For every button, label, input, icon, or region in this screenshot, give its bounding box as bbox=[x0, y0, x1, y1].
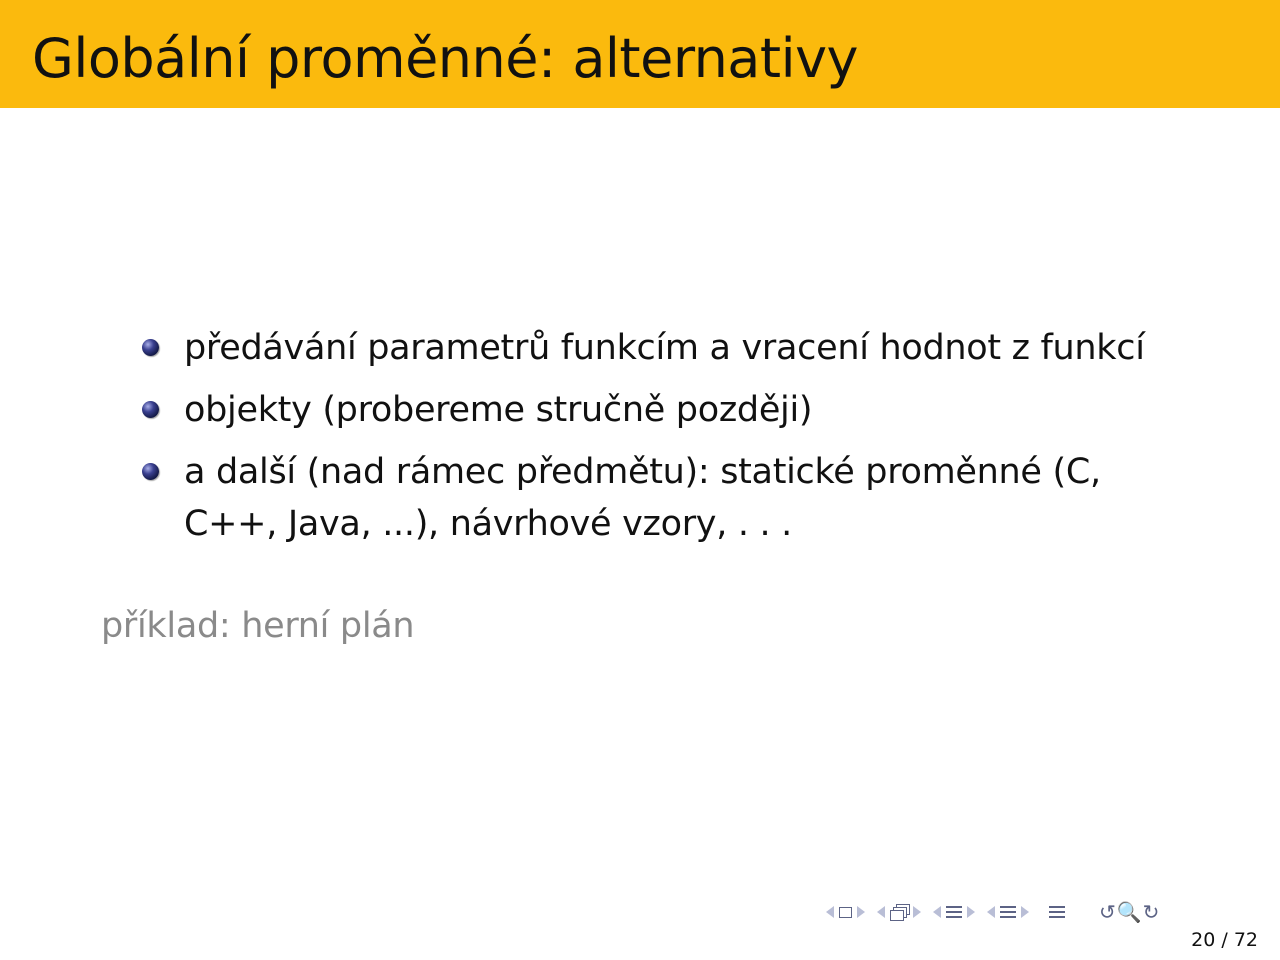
bullet-item bbox=[140, 322, 1200, 374]
bullet-ball-icon bbox=[142, 463, 159, 480]
subsection-icon[interactable] bbox=[946, 904, 962, 920]
slides-stack-icon[interactable] bbox=[890, 904, 908, 920]
bullet-item bbox=[140, 446, 1200, 550]
next-section-icon[interactable] bbox=[1021, 906, 1029, 918]
nav-subsection-slides-group bbox=[877, 904, 921, 920]
nav-frame-group bbox=[826, 906, 865, 918]
bullet-text: objekty (probereme stručně později) bbox=[184, 390, 813, 430]
page-number: 20 / 72 bbox=[1191, 929, 1258, 951]
slide-title: Globální proměnné: alternativy bbox=[32, 27, 858, 90]
example-note: příklad: herní plán bbox=[101, 606, 415, 646]
bullet-item bbox=[140, 384, 1200, 436]
bullet-ball-icon bbox=[142, 401, 159, 418]
document-icon[interactable] bbox=[1049, 904, 1065, 920]
nav-search-group bbox=[1095, 900, 1160, 924]
previous-slide-icon[interactable] bbox=[877, 906, 885, 918]
next-slide-icon[interactable] bbox=[913, 906, 921, 918]
search-back-forward-icon[interactable]: ↺🔍↻ bbox=[1099, 900, 1161, 924]
section-icon[interactable] bbox=[1000, 904, 1016, 920]
nav-document-group bbox=[1049, 904, 1065, 920]
next-frame-icon[interactable] bbox=[857, 906, 865, 918]
previous-section-icon[interactable] bbox=[987, 906, 995, 918]
bullet-text: předávání parametrů funkcím a vracení hodnot z funkcí bbox=[184, 328, 1145, 368]
bullet-ball-icon bbox=[142, 339, 159, 356]
bullet-list bbox=[140, 322, 1200, 560]
next-subsection-icon[interactable] bbox=[967, 906, 975, 918]
beamer-navigation-bar bbox=[826, 898, 1160, 926]
previous-subsection-icon[interactable] bbox=[933, 906, 941, 918]
nav-section-group bbox=[987, 904, 1029, 920]
frame-icon[interactable] bbox=[839, 907, 852, 918]
bullet-text: a další (nad rámec předmětu): statické proměnné (C, C++, Java, ...), návrhové vzory, . . . bbox=[184, 452, 1101, 544]
slide-title-bar bbox=[0, 0, 1280, 108]
previous-frame-icon[interactable] bbox=[826, 906, 834, 918]
nav-subsection-group bbox=[933, 904, 975, 920]
